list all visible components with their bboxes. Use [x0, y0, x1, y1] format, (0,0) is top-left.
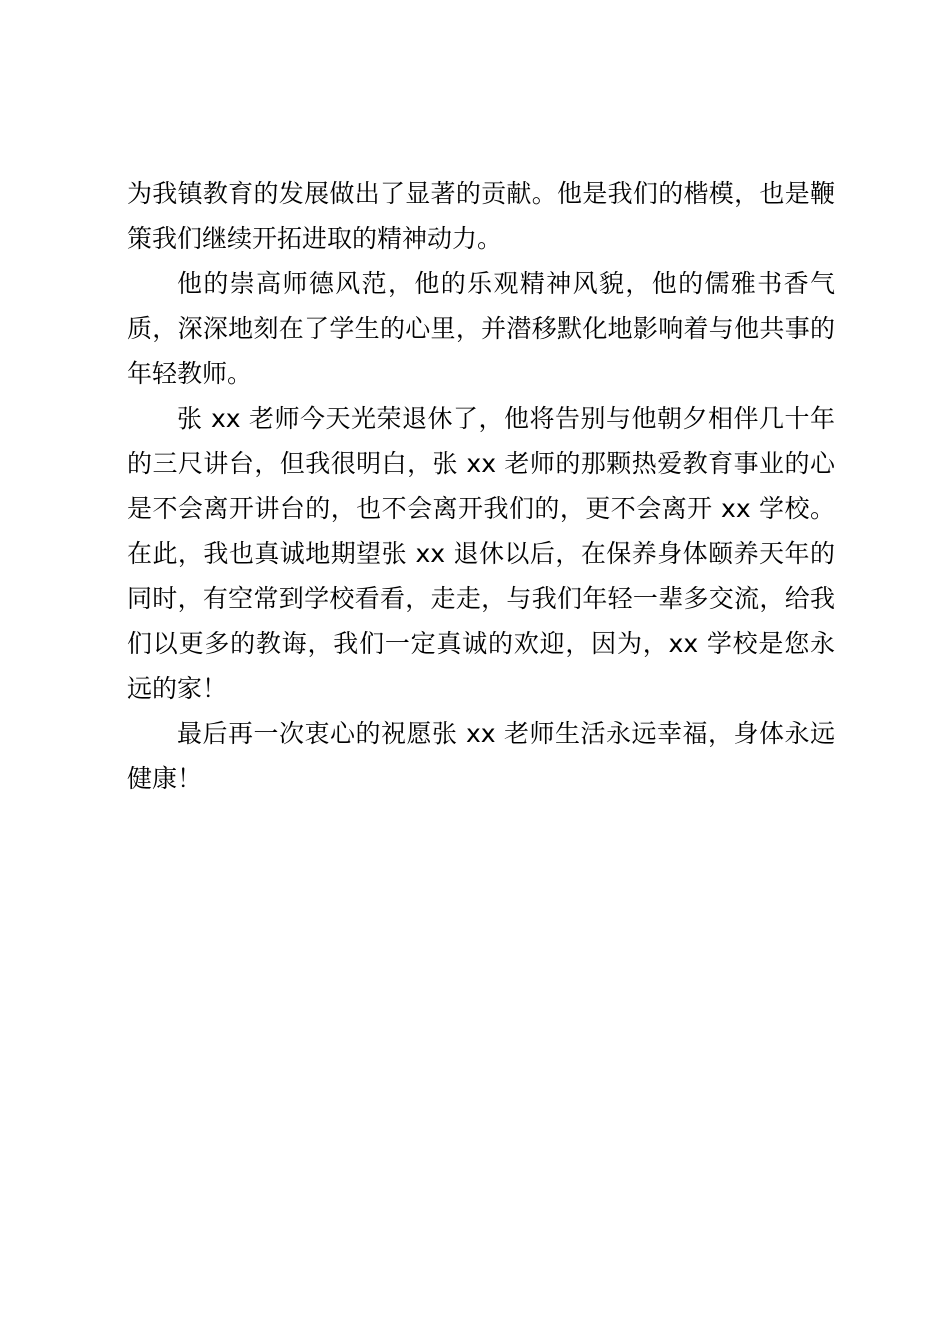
document-body [127, 171, 835, 801]
paragraph-4: 最后再一次衷心的祝愿张 xx 老师生活永远幸福，身体永远健康！ [127, 719, 835, 793]
paragraph-2: 他的崇高师德风范，他的乐观精神风貌，他的儒雅书香气质，深深地刻在了学生的心里，并潜移默化地影响着与他共事的年轻教师。 [127, 269, 835, 388]
paragraph-3: 张 xx 老师今天光荣退休了，他将告别与他朝夕相伴几十年的三尺讲台，但我很明白，张 xx 老师的那颗热爱教育事业的心是不会离开讲台的，也不会离开我们的，更不会离开 xx 学校。在此，我也真诚地期望张 xx 退休以后，在保养身体颐养天年的同时，有空常到学校看看，走走，与我们年轻一辈多交流，给我们以更多的教诲，我们一定真诚的欢迎，因为，xx 学校是您永远的家！ [127, 404, 835, 703]
paragraph-1: 为我镇教育的发展做出了显著的贡献。他是我们的楷模，也是鞭策我们继续开拓进取的精神动力。 [127, 179, 835, 253]
